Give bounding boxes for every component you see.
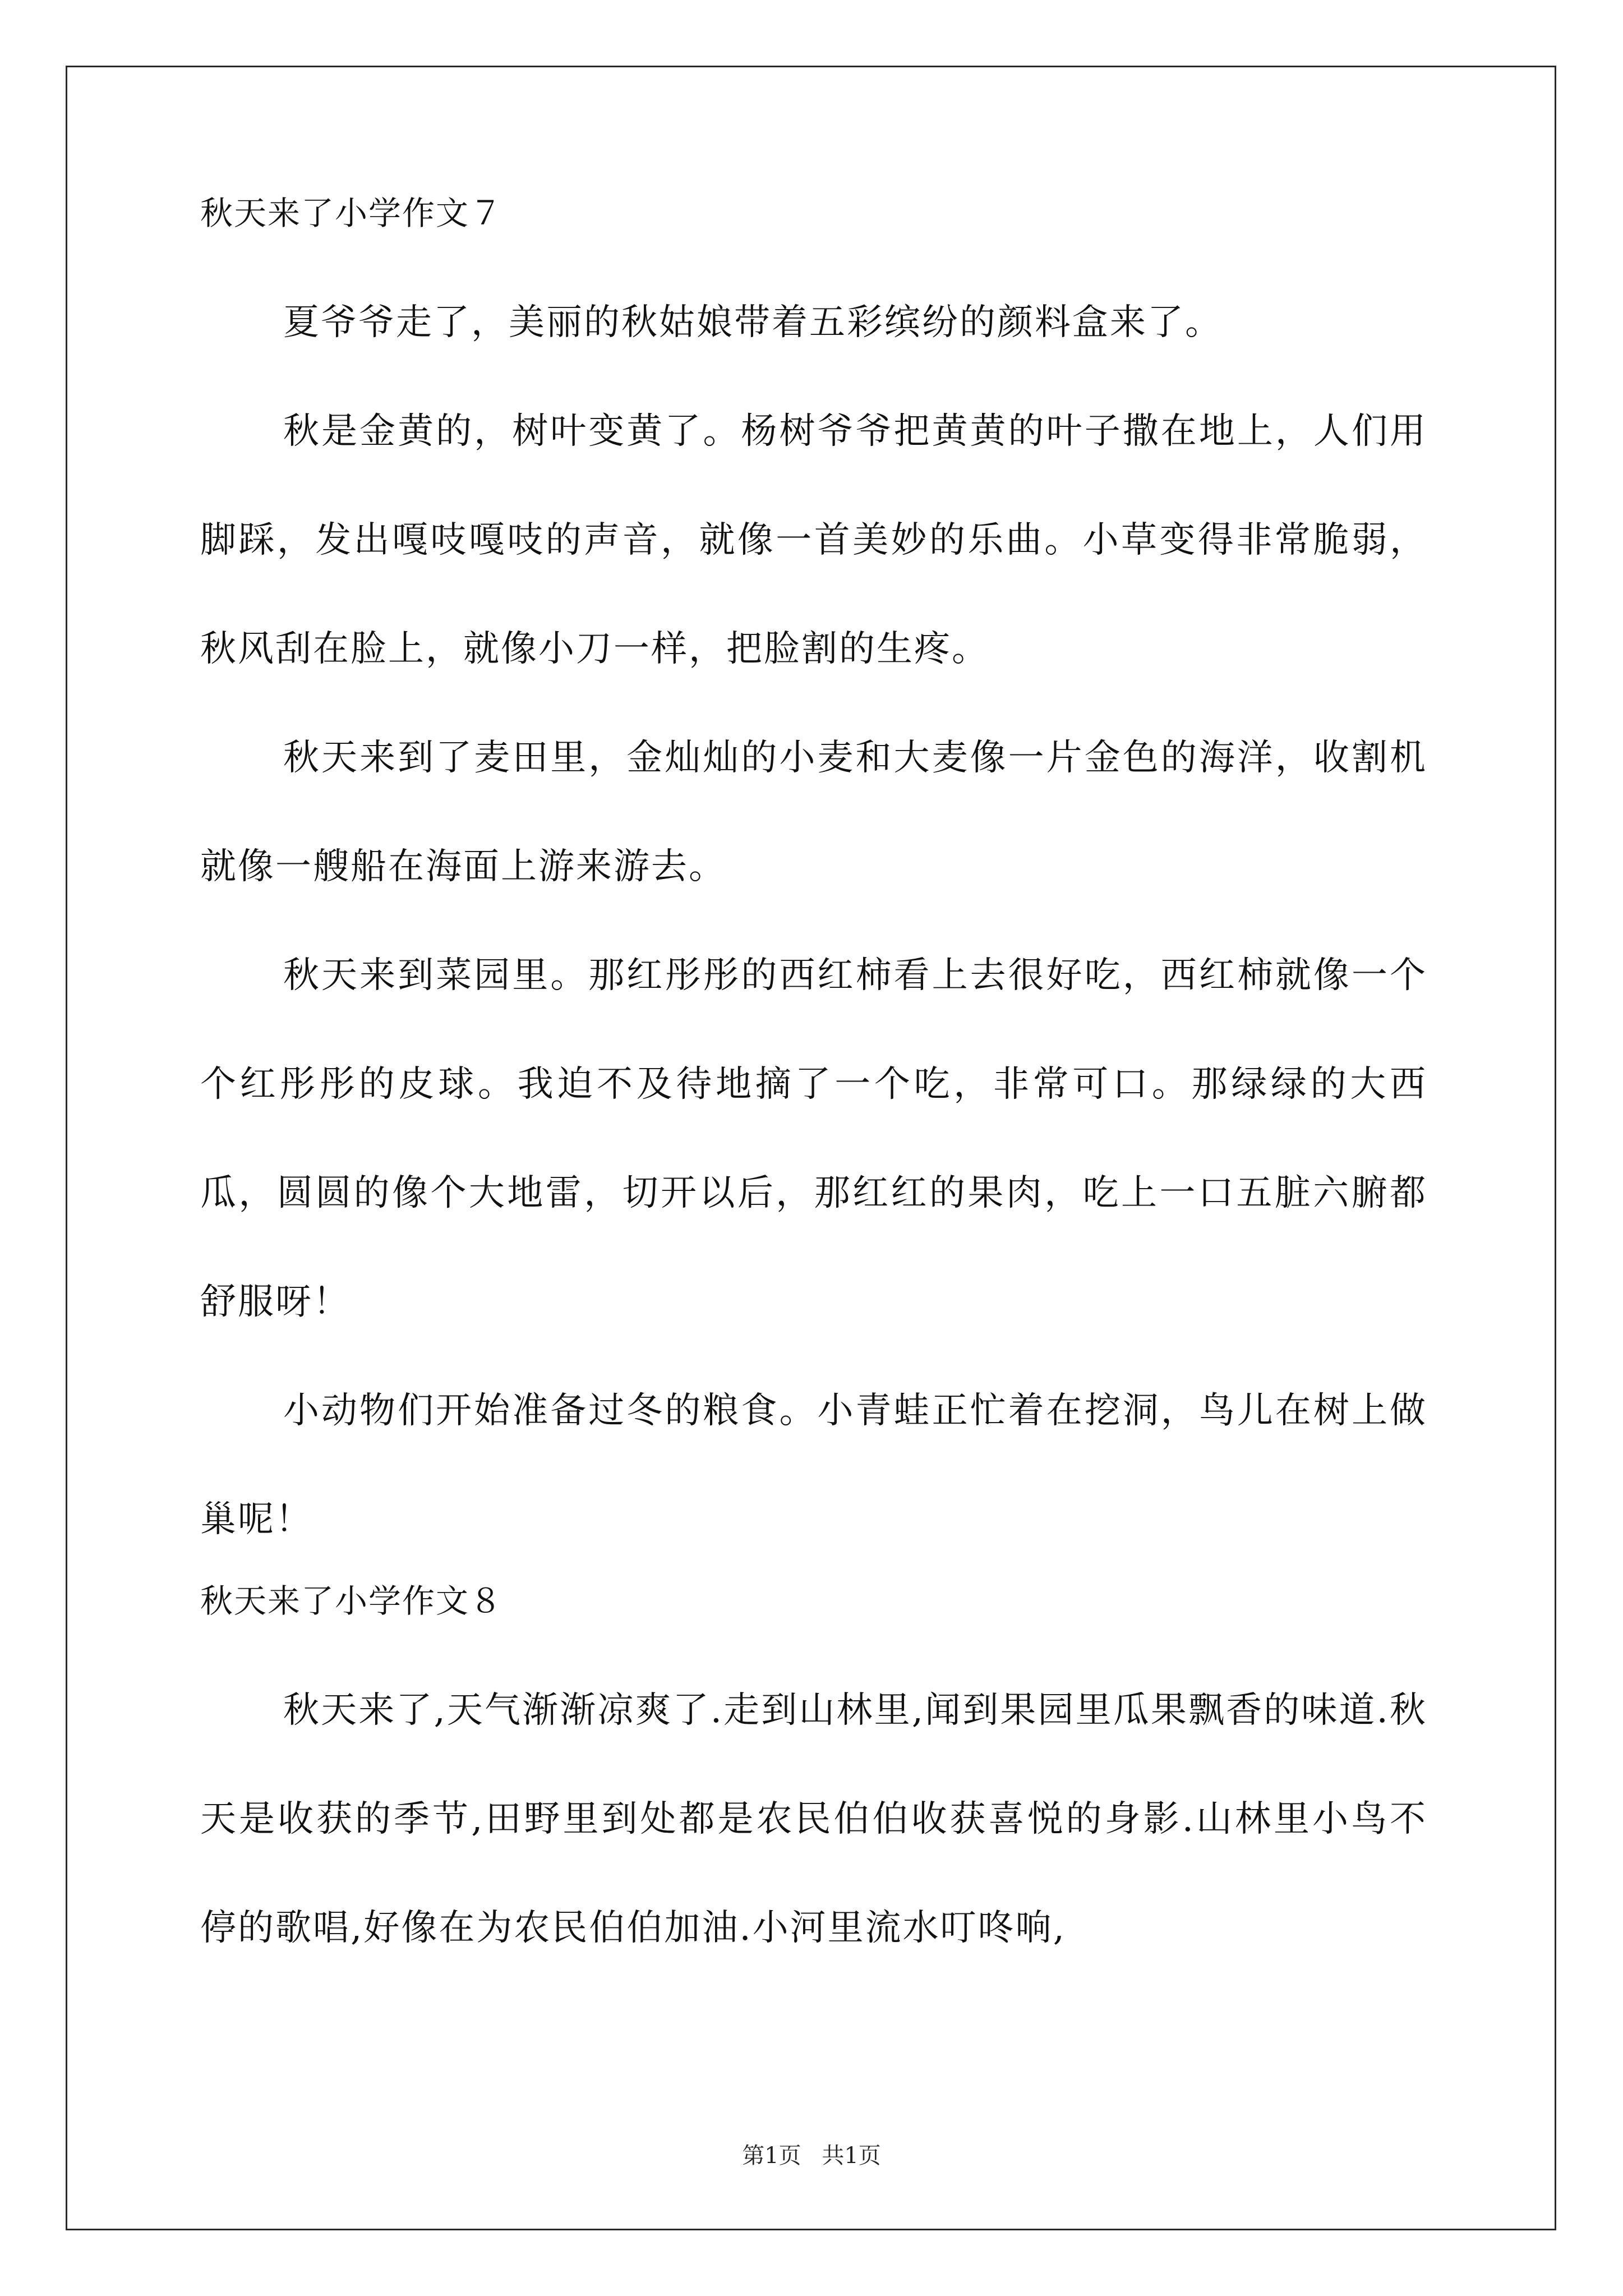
page-footer	[0, 2142, 1623, 2170]
paragraph: 夏爷爷走了，美丽的秋姑娘带着五彩缤纷的颜料盒来了。	[283, 302, 1223, 343]
paragraph: 秋天来了,天气渐渐凉爽了.走到山林里,闻到果园里瓜果飘香的味道.秋天是收获的季节,田野里到处都是农民伯伯收获喜悦的身影.山林里小鸟不停的歌唱,好像在为农民伯伯加油.小河里流水叮咚响,	[200, 1690, 1427, 1949]
document-body	[200, 185, 1427, 1982]
page-number: 第1页	[742, 2143, 801, 2169]
paragraph: 小动物们开始准备过冬的粮食。小青蛙正忙着在挖洞，鸟儿在树上做巢呢！	[200, 1390, 1427, 1540]
paragraph: 秋是金黄的，树叶变黄了。杨树爷爷把黄黄的叶子撒在地上，人们用脚踩，发出嘎吱嘎吱的声音，就像一首美妙的乐曲。小草变得非常脆弱，秋风刮在脸上，就像小刀一样，把脸割的生疼。	[200, 411, 1427, 670]
paragraph: 秋天来到菜园里。那红彤彤的西红柿看上去很好吃，西红柿就像一个个红彤彤的皮球。我迫不及待地摘了一个吃，非常可口。那绿绿的大西瓜，圆圆的像个大地雷，切开以后，那红红的果肉，吃上一口五脏六腑都舒服呀！	[200, 955, 1427, 1323]
essay-title-8: 秋天来了小学作文８	[200, 1582, 504, 1620]
paragraph: 秋天来到了麦田里，金灿灿的小麦和大麦像一片金色的海洋，收割机就像一艘船在海面上游来游去。	[200, 737, 1427, 887]
essay-title-7: 秋天来了小学作文７	[200, 194, 504, 232]
page-total: 共1页	[822, 2143, 881, 2169]
